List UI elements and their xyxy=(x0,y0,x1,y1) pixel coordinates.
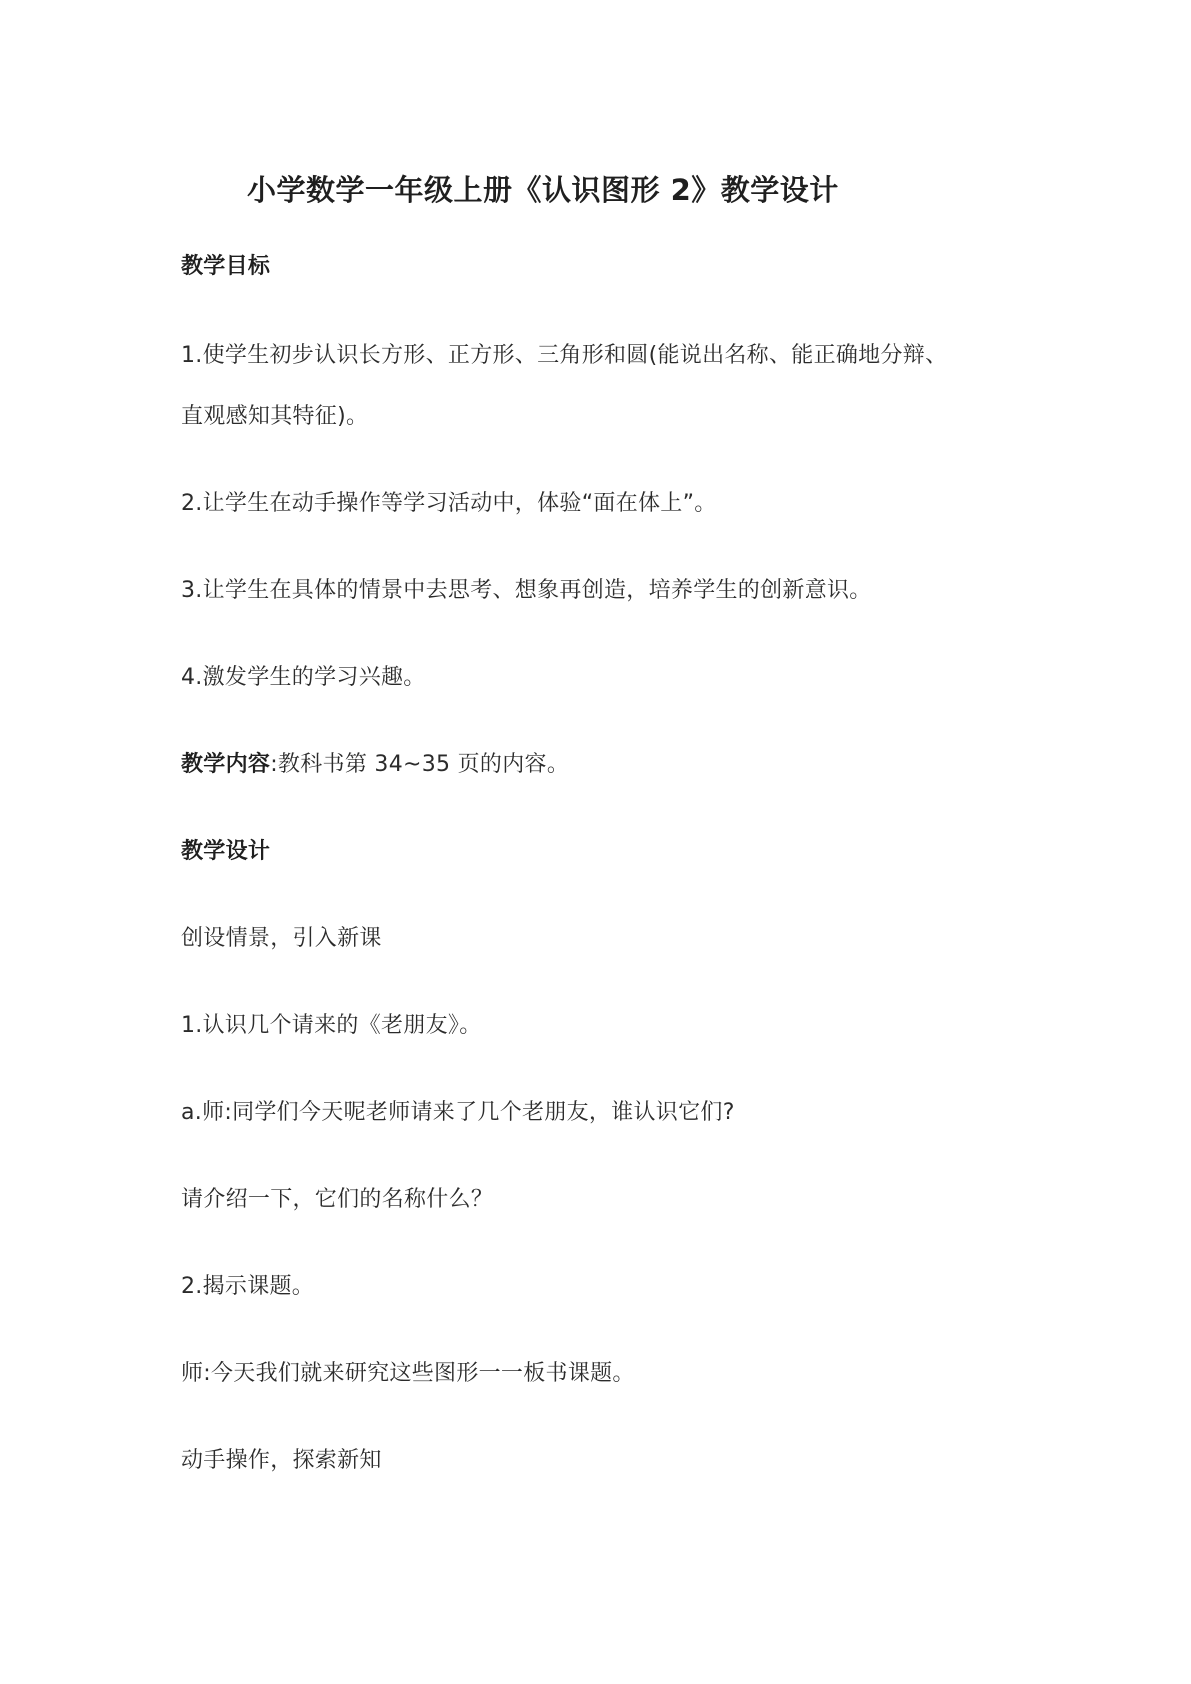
objective-4: 4.激发学生的学习兴趣。 xyxy=(181,665,426,690)
step-2-title: 动手操作，探索新知 xyxy=(181,1448,382,1473)
content-line xyxy=(181,750,569,780)
objective-1-line-1: 1.使学生初步认识长方形、正方形、三角形和圆(能说出名称、能正确地分辩、 xyxy=(181,343,948,368)
step-1-item-2a: 师:今天我们就来研究这些图形一一板书课题。 xyxy=(181,1361,635,1386)
content-label: 教学内容 xyxy=(181,752,271,777)
step-1-item-1: 1.认识几个请来的《老朋友》。 xyxy=(181,1013,482,1038)
document-title: 小学数学一年级上册《认识图形 2》教学设计 xyxy=(247,173,839,207)
step-1-item-2: 2.揭示课题。 xyxy=(181,1274,315,1299)
design-heading: 教学设计 xyxy=(181,839,271,864)
step-1-title: 创设情景，引入新课 xyxy=(181,926,382,951)
objectives-heading: 教学目标 xyxy=(181,254,271,279)
step-1-item-1b: 请介绍一下，它们的名称什么？ xyxy=(181,1187,494,1212)
objective-3: 3.让学生在具体的情景中去思考、想象再创造，培养学生的创新意识。 xyxy=(181,578,872,603)
objective-1-line-2: 直观感知其特征)。 xyxy=(181,404,369,429)
objective-2: 2.让学生在动手操作等学习活动中，体验“面在体上”。 xyxy=(181,491,717,516)
step-1-item-1a: a.师:同学们今天呢老师请来了几个老朋友，谁认识它们? xyxy=(181,1100,735,1125)
content-text: :教科书第 34~35 页的内容。 xyxy=(270,752,570,777)
